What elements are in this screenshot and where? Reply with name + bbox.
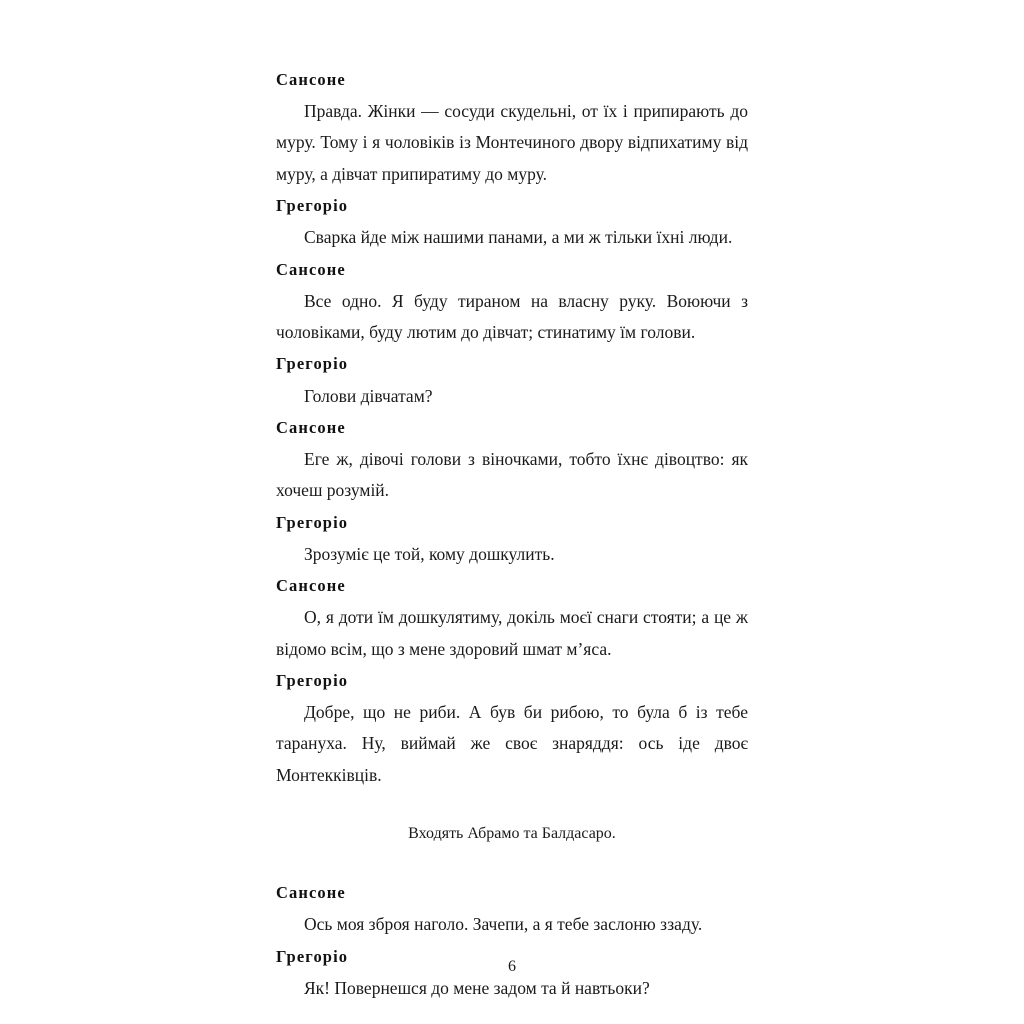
dialogue-line: Зрозуміє це той, кому дошкулить. (304, 543, 555, 564)
page-text-column (276, 64, 748, 1004)
dialogue-line: Правда. Жінки — сосуди скудельні, от їх і припирають до муру. Тому і я чоловіків із Монтечиного двору відпихатиму від муру, а дівчат припиратиму до муру. (276, 101, 748, 184)
speaker-name: Сансоне (276, 259, 346, 279)
speaker-name: Сансоне (276, 417, 346, 437)
speaker-name: Сансоне (276, 576, 346, 596)
spacer (276, 843, 748, 877)
speaker-name: Грегоріо (276, 354, 349, 374)
dialogue-line: Ось моя зброя наголо. Зачепи, а я тебе заслоню ззаду. (304, 914, 703, 935)
speaker-name: Грегоріо (276, 512, 349, 532)
speaker-name: Грегоріо (276, 946, 349, 966)
dialogue-line: О, я доти їм дошкулятиму, докіль моєї снаги стояти; а це ж відомо всім, що з мене здоровий шмат м’яса. (276, 607, 748, 659)
dialogue-line: Добре, що не риби. А був би рибою, то була б із тебе тарануха. Ну, виймай же своє знаряддя: ось іде двоє Монтекківців. (276, 702, 748, 785)
speaker-name: Сансоне (276, 70, 346, 89)
dialogue-line: Голови дівчатам? (304, 385, 433, 406)
speaker-name: Сансоне (276, 883, 346, 903)
dialogue-line: Сварка йде між нашими панами, а ми ж тільки їхні люди. (304, 227, 733, 248)
dialogue-line: Все одно. Я буду тираном на власну руку. Воюючи з чоловіками, буду лютим до дівчат; стинатиму їм голови. (276, 290, 748, 343)
page-number: 6 (508, 958, 516, 975)
speaker-name: Грегоріо (276, 196, 349, 216)
dialogue-line: Як! Повернешся до мене задом та й навтьоки? (304, 977, 650, 998)
spacer (276, 791, 748, 825)
stage-direction: Входять Абрамо та Балдасаро. (408, 825, 616, 843)
dialogue-line: Еге ж, дівочі голови з віночками, тобто їхнє дівоцтво: як хочеш розумій. (276, 449, 748, 501)
speaker-name: Грегоріо (276, 670, 349, 690)
